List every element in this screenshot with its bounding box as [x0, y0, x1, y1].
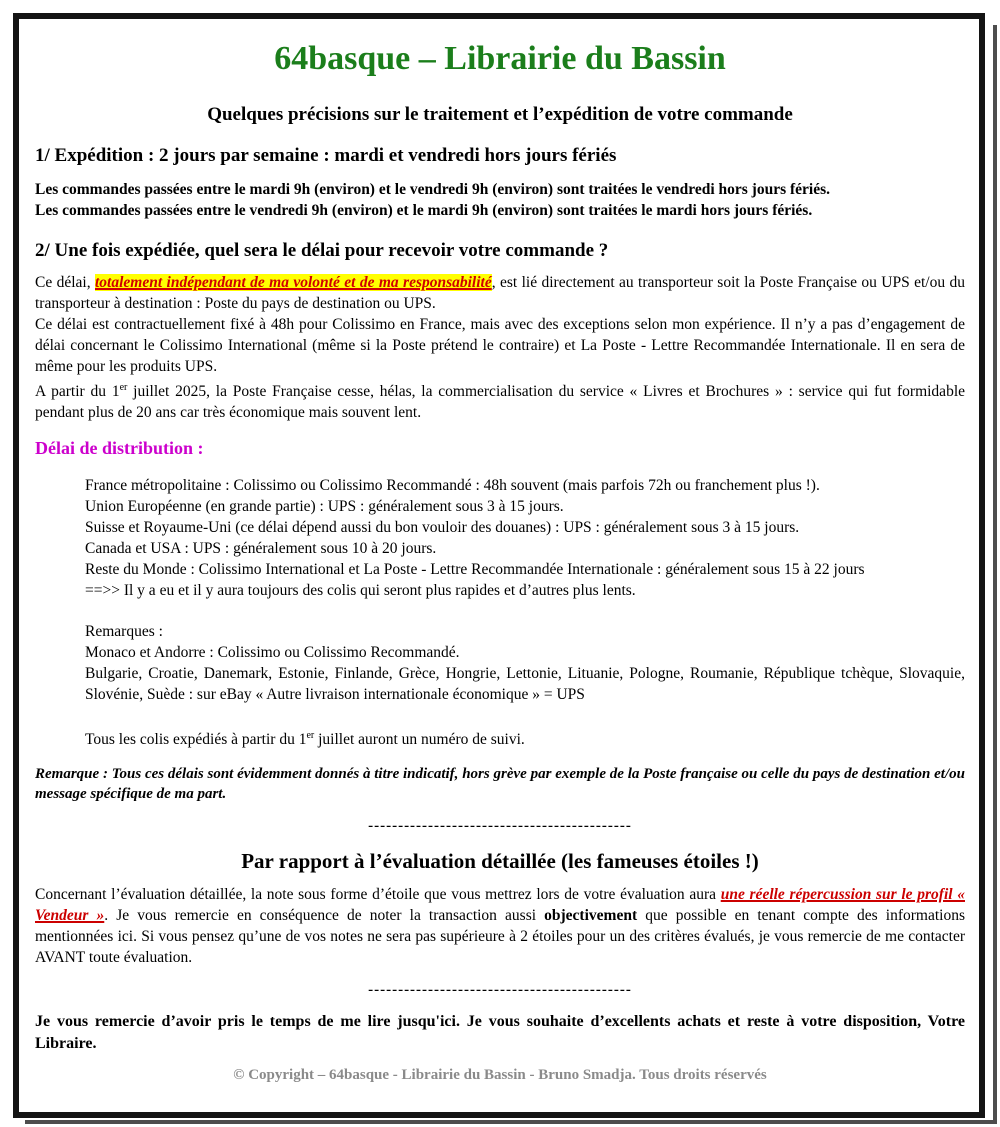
list-item: France métropolitaine : Colissimo ou Colissimo Recommandé : 48h souvent (mais parfois 72h ou franchement plus !). — [85, 476, 820, 494]
copyright-notice: © Copyright – 64basque - Librairie du Bassin - Bruno Smadja. Tous droits réservés — [233, 1067, 767, 1084]
tracking-prefix: Tous les colis expédiés à partir du 1 — [85, 731, 307, 749]
spacer — [35, 459, 965, 475]
delay-paragraphs — [35, 272, 965, 423]
closing-message: Je vous remercie d’avoir pris le temps de me lire jusqu'ici. Je vous souhaite d’excellents achats et reste à votre disposition, Votre Libraire. — [35, 1013, 965, 1053]
remark-item: Monaco et Andorre : Colissimo ou Colissimo Recommandé. — [85, 643, 460, 661]
eval-prefix: Concernant l’évaluation détaillée, la note sous forme d’étoile que vous mettrez lors de votre évaluation aura — [35, 886, 721, 904]
dashed-divider: -------------------------------------------- — [368, 982, 632, 999]
tracking-suffix: juillet auront un numéro de suivi. — [314, 731, 525, 749]
spacer — [35, 705, 965, 725]
delay-p1-suffix: , est lié directement au transporteur soit la Poste Française ou UPS et/ou du transporteur à destination : Poste du pays de destination ou UPS. — [35, 273, 965, 312]
highlighted-disclaimer: totalement indépendant de ma volonté et de ma responsabilité — [95, 273, 492, 291]
distribution-heading: Délai de distribution : — [35, 437, 204, 458]
eval-mid: . Je vous remercie en conséquence de noter la transaction aussi — [104, 907, 545, 925]
delay-paragraph-3 — [35, 377, 965, 423]
section1-heading: 1/ Expédition : 2 jours par semaine : mardi et vendredi hors jours fériés — [35, 144, 617, 166]
evaluation-heading: Par rapport à l’évaluation détaillée (les fameuses étoiles !) — [241, 849, 759, 874]
tracking-note — [35, 725, 965, 750]
list-item: Union Européenne (en grande partie) : UPS : généralement sous 3 à 15 jours. — [85, 497, 564, 515]
remarks-block — [35, 621, 965, 705]
eval-suffix: que possible en tenant compte des informations mentionnées ici. Si vous pensez qu’une de vos notes ne sera pas supérieure à 2 étoiles pour un des critères évalués, je vous remercie de me contacter AVANT toute évaluation. — [35, 907, 966, 967]
ordinal-superscript: er — [119, 381, 128, 393]
document-page — [13, 13, 985, 1118]
section2-heading: 2/ Une fois expédiée, quel sera le délai pour recevoir votre commande ? — [35, 239, 609, 261]
objectively-emphasis: objectivement — [544, 907, 638, 925]
list-item: ==>> Il y a eu et il y aura toujours des colis qui seront plus rapides et d’autres plus lents. — [85, 581, 636, 599]
delay-paragraph-2: Ce délai est contractuellement fixé à 48h pour Colissimo en France, mais avec des exceptions selon mon expérience. Il n’y a pas d’engagement de délai concernant le Colissimo International (même si la Poste prétend le contraire) et La Poste - Lettre Recommandée Internationale. Il en sera de même pour les produits UPS. — [35, 315, 965, 375]
remarks-label: Remarques : — [85, 622, 163, 640]
delay-p1-prefix: Ce délai, — [35, 273, 95, 291]
distribution-list — [35, 475, 965, 601]
dashed-divider: -------------------------------------------- — [368, 818, 632, 835]
page-title: 64basque – Librairie du Bassin — [274, 40, 726, 77]
shipping-schedule — [35, 179, 965, 221]
delay-p3-suffix: juillet 2025, la Poste Française cesse, hélas, la commercialisation du service « Livres et Brochures » : service qui fut formidable pendant plus de 20 ans car très économique mais souvent lent. — [35, 382, 966, 421]
evaluation-paragraph — [35, 884, 965, 968]
delay-p3-prefix: A partir du 1 — [35, 382, 120, 400]
list-item: Canada et USA : UPS : généralement sous 10 à 20 jours. — [85, 539, 437, 557]
shipping-schedule-line2: Les commandes passées entre le vendredi 9h (environ) et le mardi 9h (environ) sont traitées le mardi hors jours fériés. — [35, 201, 813, 219]
shipping-schedule-line1: Les commandes passées entre le mardi 9h (environ) et le vendredi 9h (environ) sont traitées le vendredi hors jours fériés. — [35, 180, 831, 198]
list-item: Reste du Monde : Colissimo International et La Poste - Lettre Recommandée Internationale : généralement sous 15 à 22 jours — [85, 560, 865, 578]
spacer — [35, 601, 965, 621]
list-item: Suisse et Royaume-Uni (ce délai dépend aussi du bon vouloir des douanes) : UPS : généralement sous 3 à 15 jours. — [85, 518, 800, 536]
indicative-delays-notice: Remarque : Tous ces délais sont évidemment donnés à titre indicatif, hors grève par exemple de la Poste française ou celle du pays de destination et/ou message spécifique de ma part. — [35, 766, 965, 803]
remark-item: Bulgarie, Croatie, Danemark, Estonie, Finlande, Grèce, Hongrie, Lettonie, Lituanie, Pologne, Roumanie, République tchèque, Slovaquie, Slovénie, Suède : sur eBay « Autre livraison internationale économique » = UPS — [85, 664, 965, 703]
seller-profile-warning: une réelle répercussion sur le profil « Vendeur » — [35, 886, 965, 925]
delay-paragraph-1 — [35, 272, 965, 314]
ordinal-superscript: er — [306, 729, 315, 741]
document-subtitle: Quelques précisions sur le traitement et l’expédition de votre commande — [207, 103, 793, 125]
